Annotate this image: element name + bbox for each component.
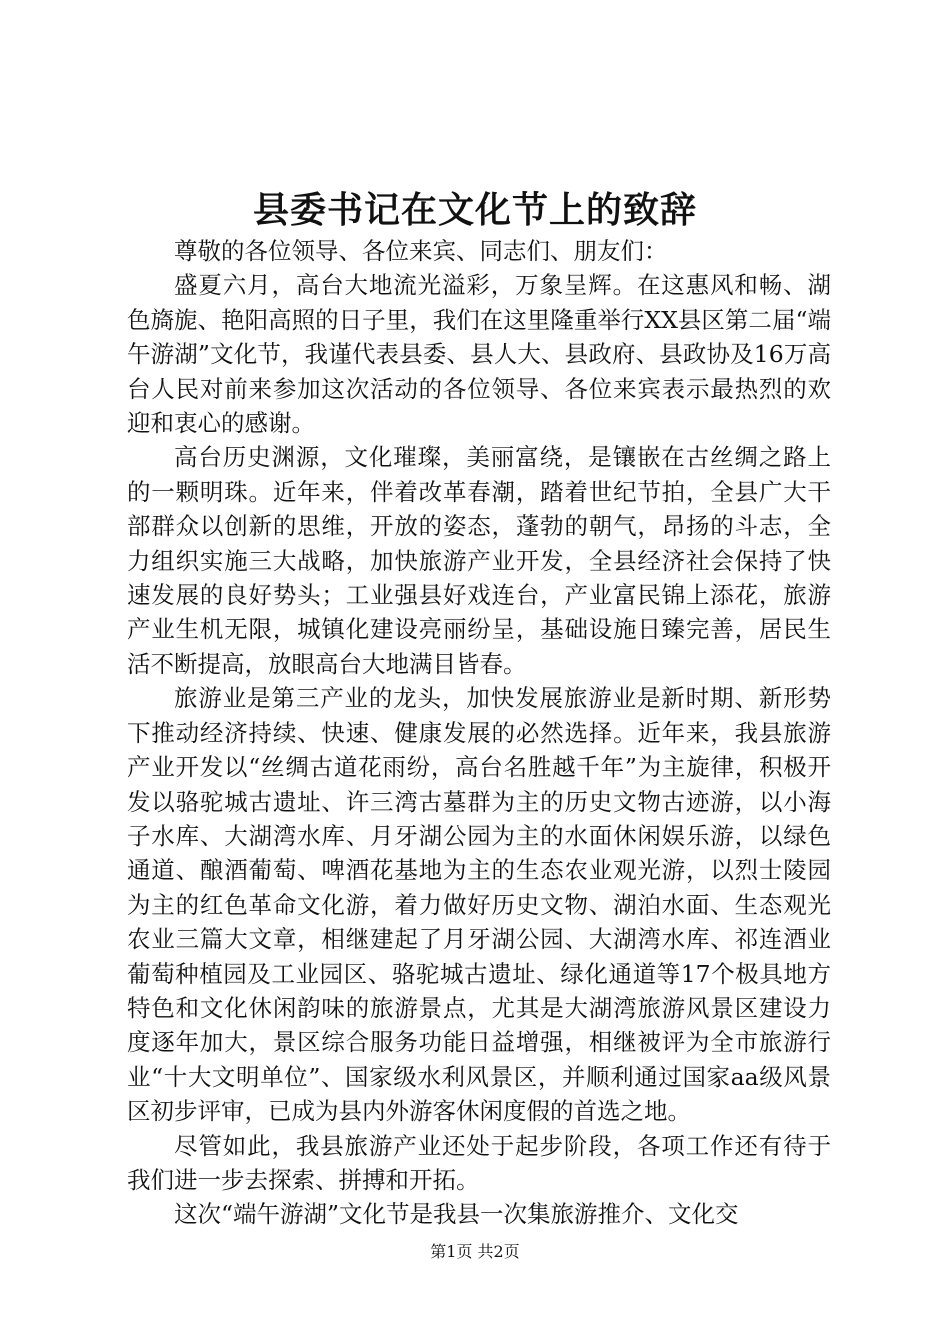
body-paragraph: 高台历史渊源，文化璀璨，美丽富绕，是镶嵌在古丝绸之路上的一颗明珠。近年来，伴着改革春潮，踏着世纪节拍，全县广大干部群众以创新的思维，开放的姿态，蓬勃的朝气，昂扬的斗志，全力组织实施三大战略，加快旅游产业开发，全县经济社会保持了快速发展的良好势头；工业强县好戏连台，产业富民锦上添花，旅游产业生机无限，城镇化建设亮丽纷呈，基础设施日臻完善，居民生活不断提高，放眼高台大地满目皆春。: [127, 443, 831, 678]
document-title: 县委书记在文化节上的致辞: [252, 189, 697, 231]
body-paragraph: 旅游业是第三产业的龙头，加快发展旅游业是新时期、新形势下推动经济持续、快速、健康发展的必然选择。近年来，我县旅游产业开发以“丝绸古道花雨纷，高台名胜越千年”为主旋律，积极开发以骆驼城古遗址、许三湾古墓群为主的历史文物古迹游，以小海子水库、大湖湾水库、月牙湖公园为主的水面休闲娱乐游，以绿色通道、酿酒葡萄、啤酒花基地为主的生态农业观光游，以烈士陵园为主的红色革命文化游，着力做好历史文物、湖泊水面、生态观光农业三篇大文章，相继建起了月牙湖公园、大湖湾水库、祁连酒业葡萄种植园及工业园区、骆驼城古遗址、绿化通道等17个极具地方特色和文化休闲韵味的旅游景点，尤其是大湖湾旅游风景区建设力度逐年加大，景区综合服务功能日益增强，相继被评为全市旅游行业“十大文明单位”、国家级水利风景区，并顺利通过国家aa级风景区初步评审，已成为县内外游客休闲度假的首选之地。: [127, 684, 831, 1126]
document-body: [127, 234, 831, 1232]
page-number-footer: 第1页 共2页: [430, 1242, 520, 1261]
salutation-paragraph: 尊敬的各位领导、各位来宾、同志们、朋友们：: [174, 237, 668, 265]
body-paragraph: 这次“端午游湖”文化节是我县一次集旅游推介、文化交: [174, 1200, 739, 1229]
body-paragraph: 尽管如此，我县旅游产业还处于起步阶段，各项工作还有待于我们进一步去探索、拼搏和开拓。: [127, 1131, 831, 1194]
body-paragraph: 盛夏六月，高台大地流光溢彩，万象呈辉。在这惠风和畅、湖色旖旎、艳阳高照的日子里，我们在这里隆重举行XX县区第二届“端午游湖”文化节，我谨代表县委、县人大、县政府、县政协及16万高台人民对前来参加这次活动的各位领导、各位来宾表示最热烈的欢迎和衷心的感谢。: [127, 271, 831, 438]
